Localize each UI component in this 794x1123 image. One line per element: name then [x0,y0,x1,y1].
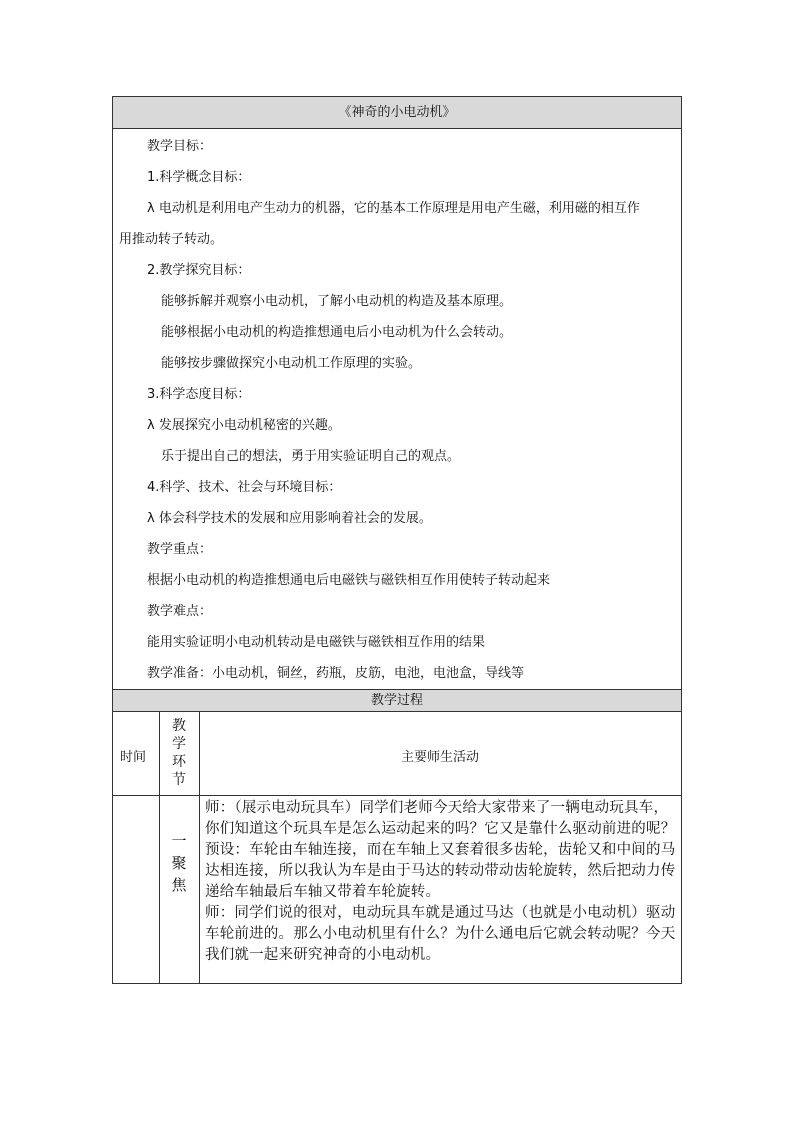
stse-heading: 4.科学、技术、社会与环境目标： [147,480,342,495]
objectives-section [113,129,681,690]
inquiry-item: 能够按步骤做探究小电动机工作原理的实验。 [161,356,422,371]
science-concept-line1: λ 电动机是利用电产生动力的机器，它的基本工作原理是用电产生磁，利用磁的相互作 [147,201,640,216]
activity-text [205,798,679,966]
preparation: 教学准备：小电动机，铜丝，药瓶，皮筋，电池，电池盒，导线等 [147,666,525,681]
stage-header-char: 节 [172,772,186,788]
inquiry-heading: 2.教学探究目标： [147,263,251,278]
key-point: 根据小电动机的构造推想通电后电磁铁与磁铁相互作用使转子转动起来 [147,573,551,588]
difficulty: 能用实验证明小电动机转动是电磁铁与磁铁相互作用的结果 [147,635,486,650]
inquiry-item: 能够拆解并观察小电动机，了解小电动机的构造及基本原理。 [161,294,513,309]
stage-header-char: 环 [172,754,186,770]
key-point-heading: 教学重点： [147,542,213,557]
time-column-header: 时间 [120,750,147,765]
process-heading: 教学过程 [113,690,681,712]
science-concept-heading: 1.科学概念目标： [147,170,251,185]
stage-char: 一 [171,832,187,850]
lesson-plan-table [112,96,682,984]
objectives-heading: 教学目标： [147,139,213,154]
stage-char: 聚 [171,854,187,872]
process-header-row [113,712,681,796]
science-concept-line2: 用推动转子转动。 [119,232,224,247]
attitude-item1: λ 发展探究小电动机秘密的兴趣。 [147,418,341,433]
stse-item1: λ 体会科学技术的发展和应用影响着社会的发展。 [147,511,432,526]
process-row-focus [113,796,681,983]
column-divider [199,796,200,983]
attitude-heading: 3.科学态度目标： [147,387,251,402]
stage-char: 焦 [171,876,187,894]
attitude-item2: 乐于提出自己的想法，勇于用实验证明自己的观点。 [161,449,461,464]
stage-label-focus [160,830,198,896]
stage-column-header [160,717,198,789]
stage-header-char: 学 [172,736,186,752]
stage-header-char: 教 [172,718,186,734]
activity-paragraph: 预设：车轮由车轴连接，而在车轴上又套着很多齿轮，齿轮又和中间的马达相连接，所以我认为车是由于马达的转动带动齿轮旋转，然后把动力传递给车轴最后车轴又带着车轮旋转。 [205,842,676,900]
activity-paragraph: 师：同学们说的很对，电动玩具车就是通过马达（也就是小电动机）驱动车轮前进的。那么小电动机里有什么？为什么通电后它就会转动呢？今天我们就一起来研究神奇的小电动机。 [205,905,676,963]
activity-paragraph: 师：（展示电动玩具车）同学们老师今天给大家带来了一辆电动玩具车，你们知道这个玩具车是怎么运动起来的吗？它又是靠什么驱动前进的呢？ [205,800,676,837]
inquiry-item: 能够根据小电动机的构造推想通电后小电动机为什么会转动。 [161,325,513,340]
lesson-title: 《神奇的小电动机》 [113,97,681,129]
activity-column-header: 主要师生活动 [400,750,479,765]
difficulty-heading: 教学难点： [147,604,213,619]
